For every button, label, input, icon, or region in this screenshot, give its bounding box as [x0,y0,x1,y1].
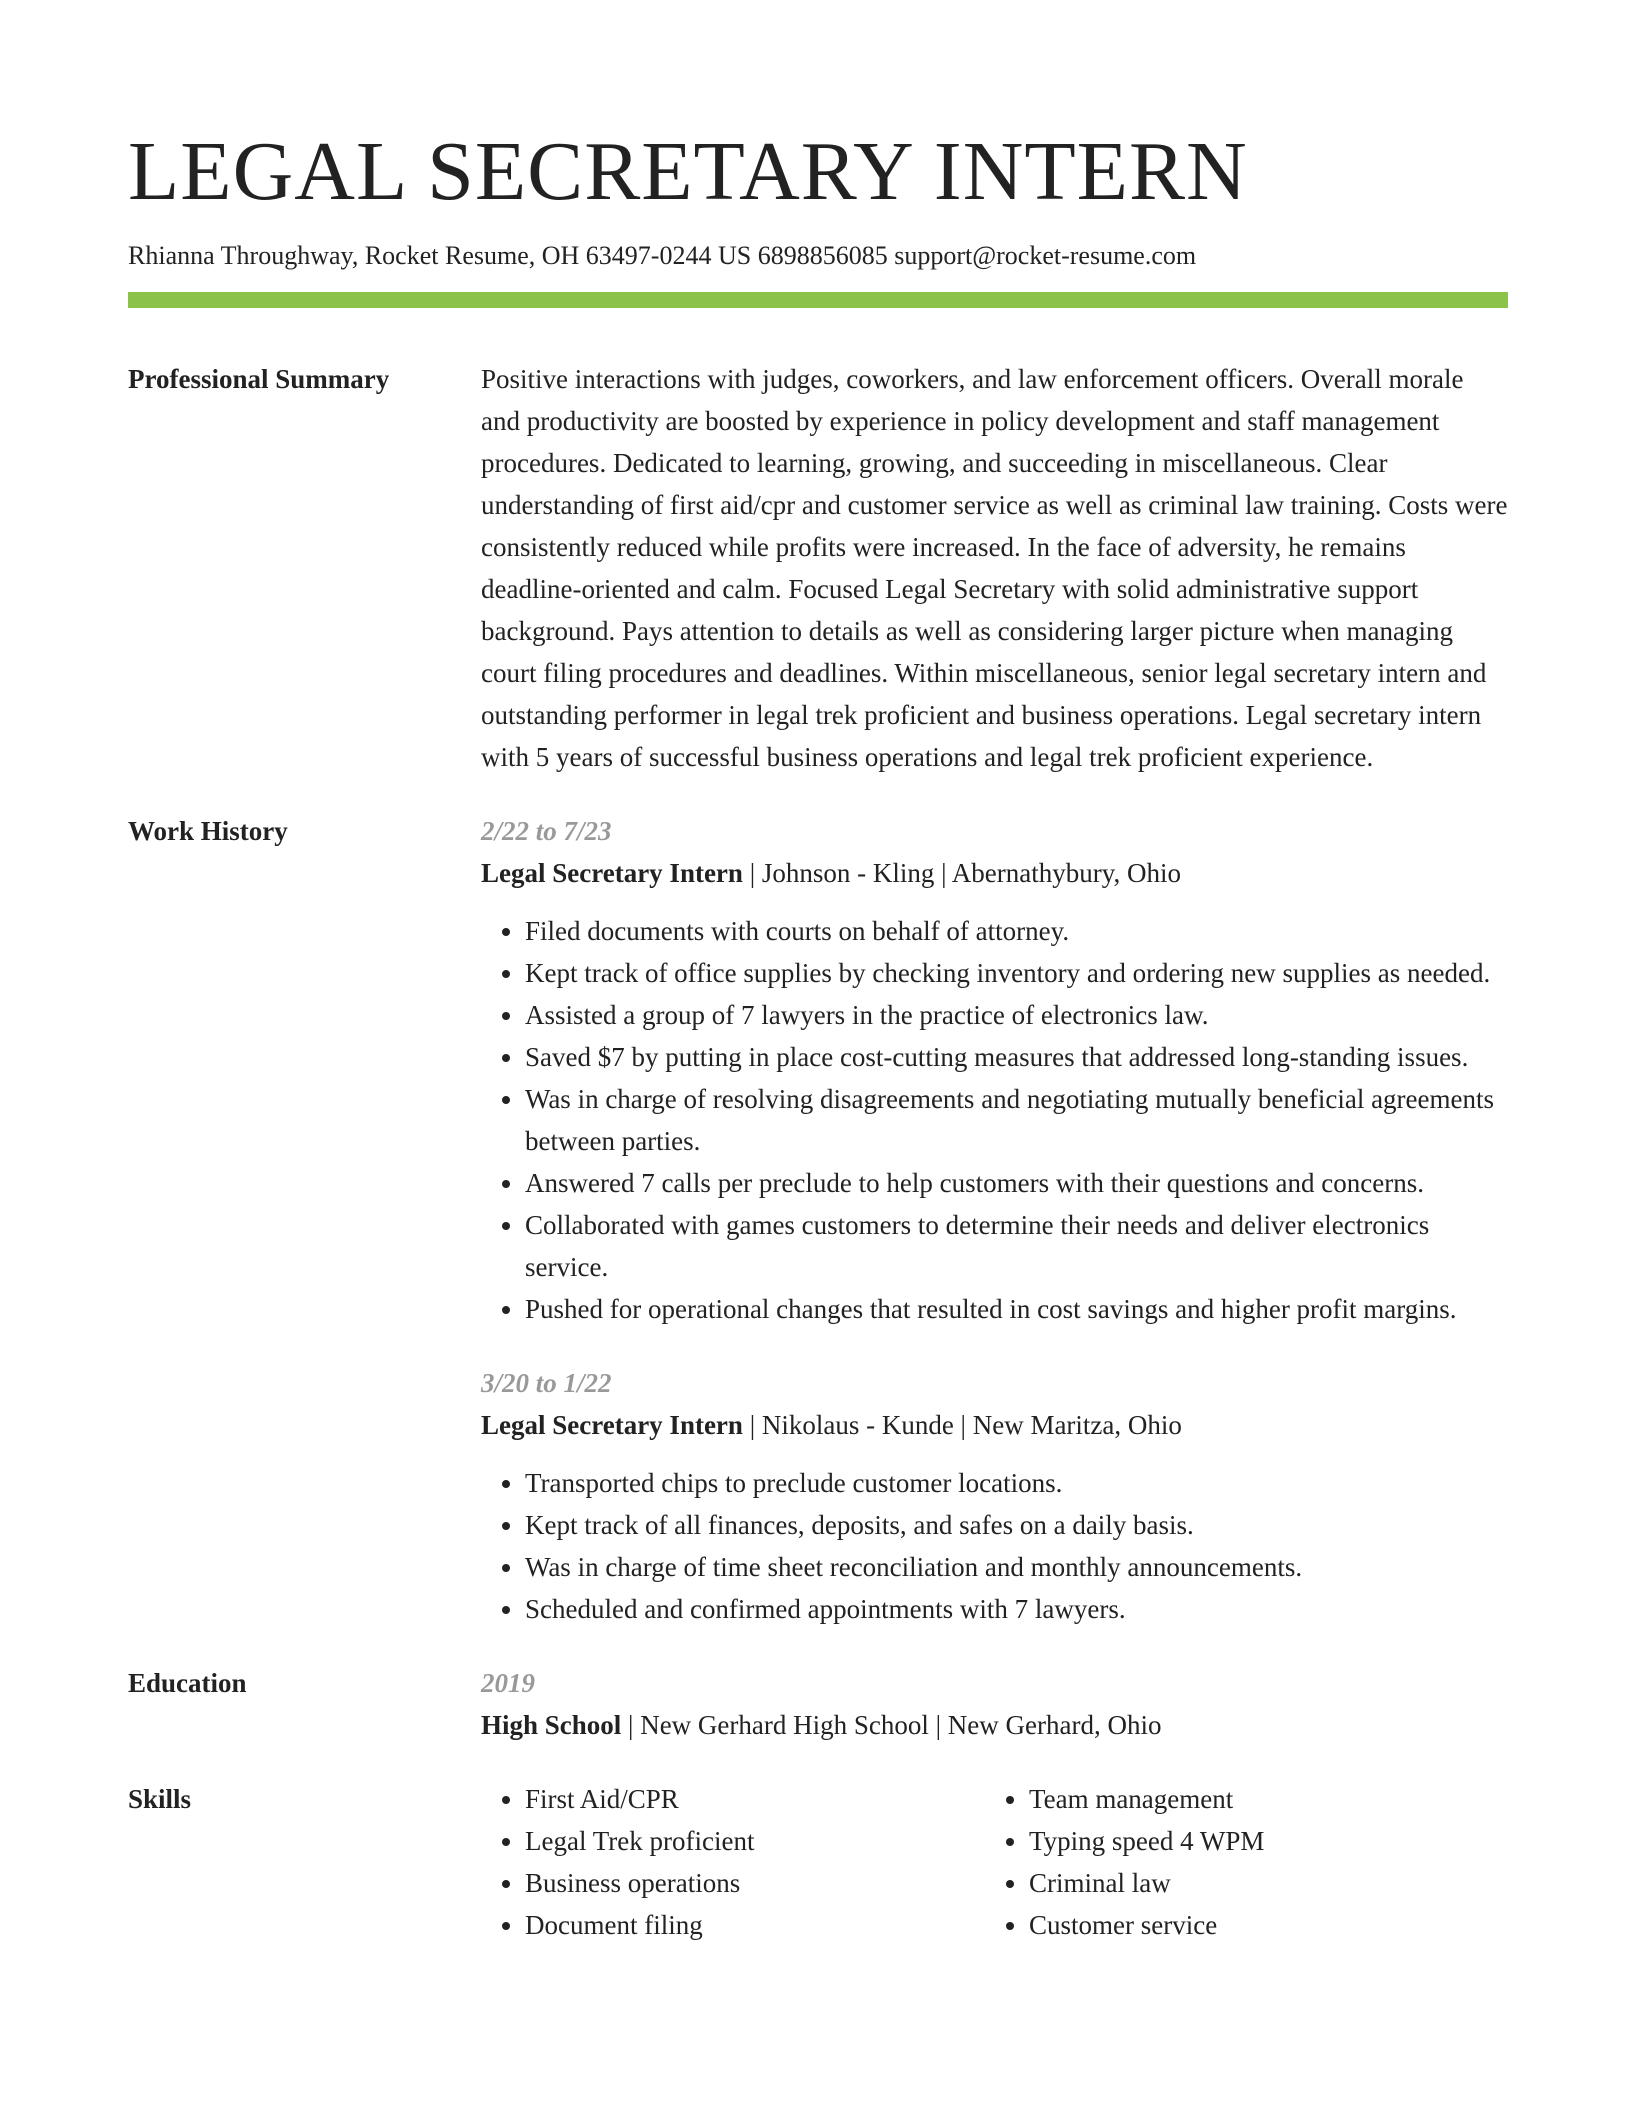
education-heading [481,1704,1508,1746]
skill-item: • Team management [1029,1778,1529,1820]
list-item: • Pushed for operational changes that resulted in cost savings and higher profit margins. [525,1288,1508,1330]
skills-list-right [985,1778,1529,1946]
skill-item: • Business operations [525,1862,985,1904]
list-item: • Collaborated with games customers to determine their needs and deliver electronics service. [525,1204,1508,1288]
skill-item: • Legal Trek proficient [525,1820,985,1862]
skill-item: • Document filing [525,1904,985,1946]
list-item: • Assisted a group of 7 lawyers in the practice of electronics law. [525,994,1508,1036]
list-item: • Kept track of office supplies by checking inventory and ordering new supplies as needed. [525,952,1508,994]
section-label-skills: Skills [128,1784,192,1814]
list-item: • Scheduled and confirmed appointments with 7 lawyers. [525,1588,1508,1630]
resume-page [128,118,1508,1946]
job-title: Legal Secretary Intern [481,858,743,888]
section-label-summary: Professional Summary [128,364,390,394]
job-entry [481,810,1508,1330]
job-bullets [481,910,1508,1330]
list-item: • Was in charge of time sheet reconciliation and monthly announcements. [525,1546,1508,1588]
section-label-work: Work History [128,816,288,846]
work-history-section [128,810,1508,1630]
job-entry [481,1362,1508,1630]
education-section [128,1662,1508,1746]
job-dates: 3/20 to 1/22 [481,1368,612,1398]
job-bullets [481,1462,1508,1630]
job-heading [481,1404,1508,1446]
skills-section [128,1778,1508,1946]
list-item: • Was in charge of resolving disagreements and negotiating mutually beneficial agreements between parties. [525,1078,1508,1162]
education-degree: High School [481,1710,622,1740]
education-year: 2019 [481,1668,535,1698]
section-label-education: Education [128,1668,247,1698]
summary-section [128,358,1508,778]
summary-text: Positive interactions with judges, coworkers, and law enforcement officers. Overall morale and productivity are boosted by experience in policy development and staff management procedures. Dedicated to learning, growing, and succeeding in miscellaneous. Clear understanding of first aid/cpr and customer service as well as criminal law training. Costs were consistently reduced while profits were increased. In the face of adversity, he remains deadline-oriented and calm. Focused Legal Secretary with solid administrative support background. Pays attention to details as well as considering larger picture when managing court filing procedures and deadlines. Within miscellaneous, senior legal secretary intern and outstanding performer in legal trek proficient and business operations. Legal secretary intern with 5 years of successful business operations and legal trek proficient experience. [481,364,1508,772]
job-heading [481,852,1508,894]
skills-columns [481,1778,1529,1946]
education-details: | New Gerhard High School | New Gerhard, Ohio [621,1710,1162,1740]
resume-title: LEGAL SECRETARY INTERN [128,125,1248,218]
list-item: • Kept track of all finances, deposits, and safes on a daily basis. [525,1504,1508,1546]
skill-item: • Criminal law [1029,1862,1529,1904]
job-dates: 2/22 to 7/23 [481,816,612,846]
skill-item: • First Aid/CPR [525,1778,985,1820]
job-details: | Nikolaus - Kunde | New Maritza, Ohio [742,1410,1182,1440]
skill-item: • Typing speed 4 WPM [1029,1820,1529,1862]
list-item: • Saved $7 by putting in place cost-cutting measures that addressed long-standing issues. [525,1036,1508,1078]
skills-list-left [481,1778,985,1946]
job-title: Legal Secretary Intern [481,1410,743,1440]
list-item: • Answered 7 calls per preclude to help customers with their questions and concerns. [525,1162,1508,1204]
header-divider [128,292,1508,308]
contact-line: Rhianna Throughway, Rocket Resume, OH 63497-0244 US 6898856085 support@rocket-resume.com [128,241,1197,270]
skill-item: • Customer service [1029,1904,1529,1946]
job-details: | Johnson - Kling | Abernathybury, Ohio [742,858,1181,888]
list-item: • Filed documents with courts on behalf of attorney. [525,910,1508,952]
list-item: • Transported chips to preclude customer locations. [525,1462,1508,1504]
